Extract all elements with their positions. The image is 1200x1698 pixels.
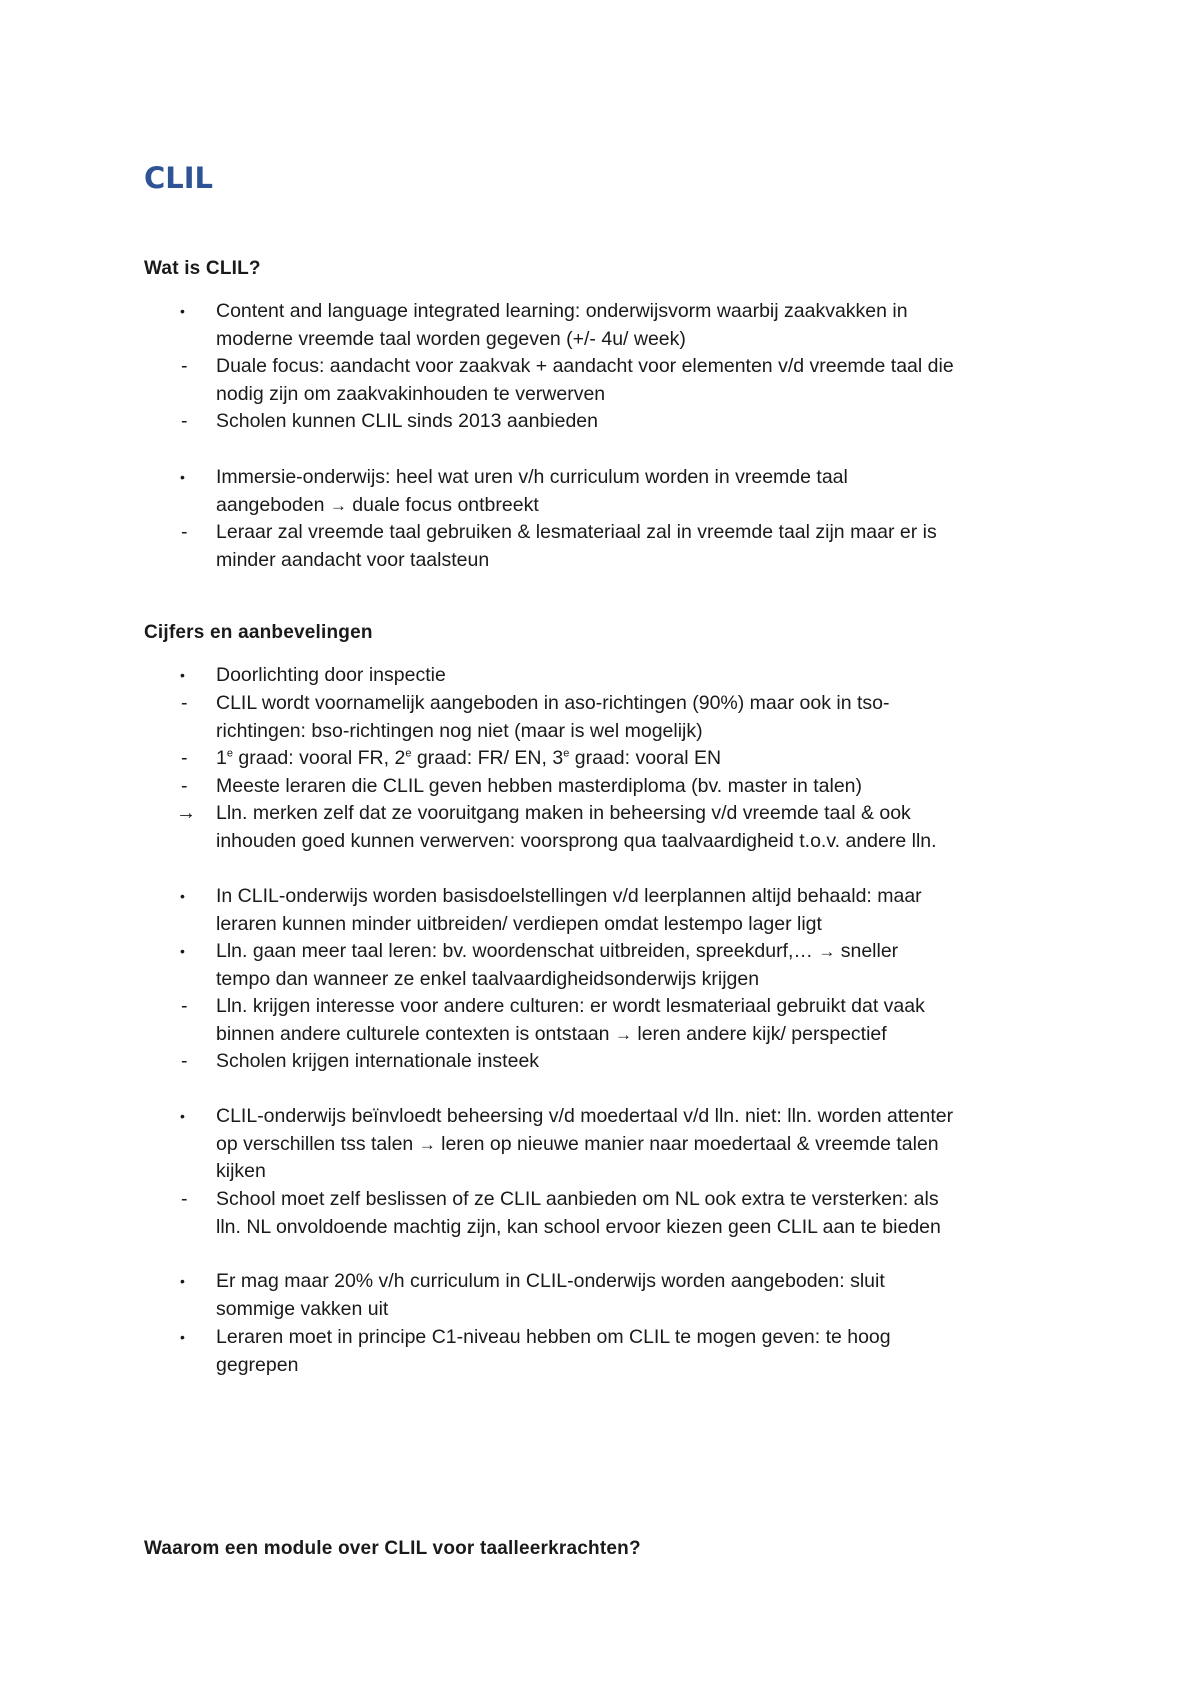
bullet-icon: • — [180, 888, 185, 904]
list-item-text — [216, 1021, 1072, 1049]
list-item-text — [216, 492, 1072, 520]
list-item-text: Leraar zal vreemde taal gebruiken & lesmateriaal zal in vreemde taal zijn maar er is — [216, 521, 937, 543]
list-item-text: moderne vreemde taal worden gegeven (+/- 4u/ week) — [216, 327, 686, 350]
list-item-text: School moet zelf beslissen of ze CLIL aanbieden om NL ook extra te versterken: als — [216, 1188, 939, 1210]
text-segment: binnen andere culturele contexten is ontstaan — [216, 1022, 615, 1045]
text-segment: Lln. gaan meer taal leren: bv. woordenschat uitbreiden, spreekdurf,… — [216, 940, 819, 962]
dash-icon: - — [181, 1188, 188, 1210]
list-item-text: Leraren moet in principe C1-niveau hebben om CLIL te mogen geven: te hoog — [216, 1326, 891, 1348]
text-segment: graad: vooral FR, — [232, 747, 395, 769]
bullet-icon: • — [180, 1273, 185, 1289]
text-segment: sneller — [835, 940, 899, 962]
list-item-text: Scholen kunnen CLIL sinds 2013 aanbieden — [216, 410, 598, 432]
list-item-text: gegrepen — [216, 1353, 299, 1376]
text-segment: aangeboden — [216, 493, 330, 516]
right-arrow-icon: → — [329, 495, 347, 515]
text-segment: leren op nieuwe manier naar moedertaal & vreemde talen — [435, 1132, 939, 1155]
list-item-text: sommige vakken uit — [216, 1297, 389, 1320]
list-item-text: Er mag maar 20% v/h curriculum in CLIL-onderwijs worden aangeboden: sluit — [216, 1270, 885, 1292]
bullet-icon: • — [180, 943, 185, 959]
list-item-text — [216, 938, 1072, 966]
dash-icon: - — [181, 775, 188, 797]
list-item-text — [216, 1131, 1072, 1159]
bullet-icon: • — [180, 1108, 185, 1124]
dash-icon: - — [181, 1050, 188, 1072]
section-heading-waarom: Waarom een module over CLIL voor taalleerkrachten? — [144, 1538, 641, 1559]
list-item-text: minder aandacht voor taalsteun — [216, 548, 490, 571]
dash-icon: - — [181, 521, 188, 543]
list-item-text: kijken — [216, 1160, 266, 1183]
list-item-text: Lln. krijgen interesse voor andere culturen: er wordt lesmateriaal gebruikt dat vaak — [216, 995, 925, 1017]
bullet-icon: • — [180, 667, 185, 683]
page-title: CLIL — [144, 161, 214, 195]
list-item-text: nodig zijn om zaakvakinhouden te verwerven — [216, 382, 606, 405]
text-segment: duale focus ontbreekt — [346, 493, 539, 516]
dash-icon: - — [181, 747, 188, 769]
dash-icon: - — [181, 410, 188, 432]
list-item-text: CLIL wordt voornamelijk aangeboden in aso-richtingen (90%) maar ook in tso- — [216, 692, 890, 714]
section-heading-cijfers: Cijfers en aanbevelingen — [144, 622, 373, 643]
right-arrow-icon: → — [176, 802, 196, 824]
list-item-text: Content and language integrated learning: onderwijsvorm waarbij zaakvakken in — [216, 300, 908, 322]
text-segment: 1 — [216, 747, 227, 769]
list-item-text: CLIL-onderwijs beïnvloedt beheersing v/d moedertaal v/d lln. niet: lln. worden attenter — [216, 1105, 954, 1127]
text-segment: leren andere kijk/ perspectief — [631, 1022, 887, 1045]
list-item-text: Meeste leraren die CLIL geven hebben masterdiploma (bv. master in talen) — [216, 775, 863, 797]
list-item-text: richtingen: bso-richtingen nog niet (maar is wel mogelijk) — [216, 719, 703, 742]
list-item-text: Immersie-onderwijs: heel wat uren v/h curriculum worden in vreemde taal — [216, 466, 848, 488]
superscript: e — [405, 747, 412, 760]
list-item-text: inhouden goed kunnen verwerven: voorsprong qua taalvaardigheid t.o.v. andere lln. — [216, 829, 937, 852]
superscript: e — [226, 747, 233, 760]
dash-icon: - — [181, 692, 188, 714]
list-item-text: lln. NL onvoldoende machtig zijn, kan school ervoor kiezen geen CLIL aan te bieden — [216, 1215, 941, 1238]
dash-icon: - — [181, 995, 188, 1017]
list-item-text: Scholen krijgen internationale insteek — [216, 1050, 540, 1072]
list-item-text: In CLIL-onderwijs worden basisdoelstellingen v/d leerplannen altijd behaald: maar — [216, 885, 922, 907]
bullet-icon: • — [180, 469, 185, 485]
section-heading-wat-is-clil: Wat is CLIL? — [144, 258, 261, 279]
right-arrow-icon: → — [418, 1134, 436, 1154]
text-segment: graad: vooral EN — [569, 747, 722, 769]
list-item-text — [216, 745, 1072, 773]
list-item-text: tempo dan wanneer ze enkel taalvaardigheidsonderwijs krijgen — [216, 967, 760, 990]
list-item-text: leraren kunnen minder uitbreiden/ verdiepen omdat lestempo lager ligt — [216, 912, 822, 935]
list-item-text: Duale focus: aandacht voor zaakvak + aandacht voor elementen v/d vreemde taal die — [216, 355, 954, 377]
text-segment: 3 — [552, 747, 564, 769]
list-item-text: Doorlichting door inspectie — [216, 664, 446, 686]
text-segment: graad: FR/ EN, — [411, 747, 553, 769]
bullet-icon: • — [180, 303, 185, 319]
right-arrow-icon: → — [614, 1024, 632, 1044]
dash-icon: - — [181, 355, 188, 377]
text-segment: op verschillen tss talen — [216, 1132, 419, 1155]
superscript: e — [563, 747, 570, 760]
right-arrow-icon: → — [818, 942, 836, 961]
text-segment: 2 — [394, 747, 406, 769]
bullet-icon: • — [180, 1329, 185, 1345]
list-item-text: Lln. merken zelf dat ze vooruitgang maken in beheersing v/d vreemde taal & ook — [216, 802, 911, 824]
